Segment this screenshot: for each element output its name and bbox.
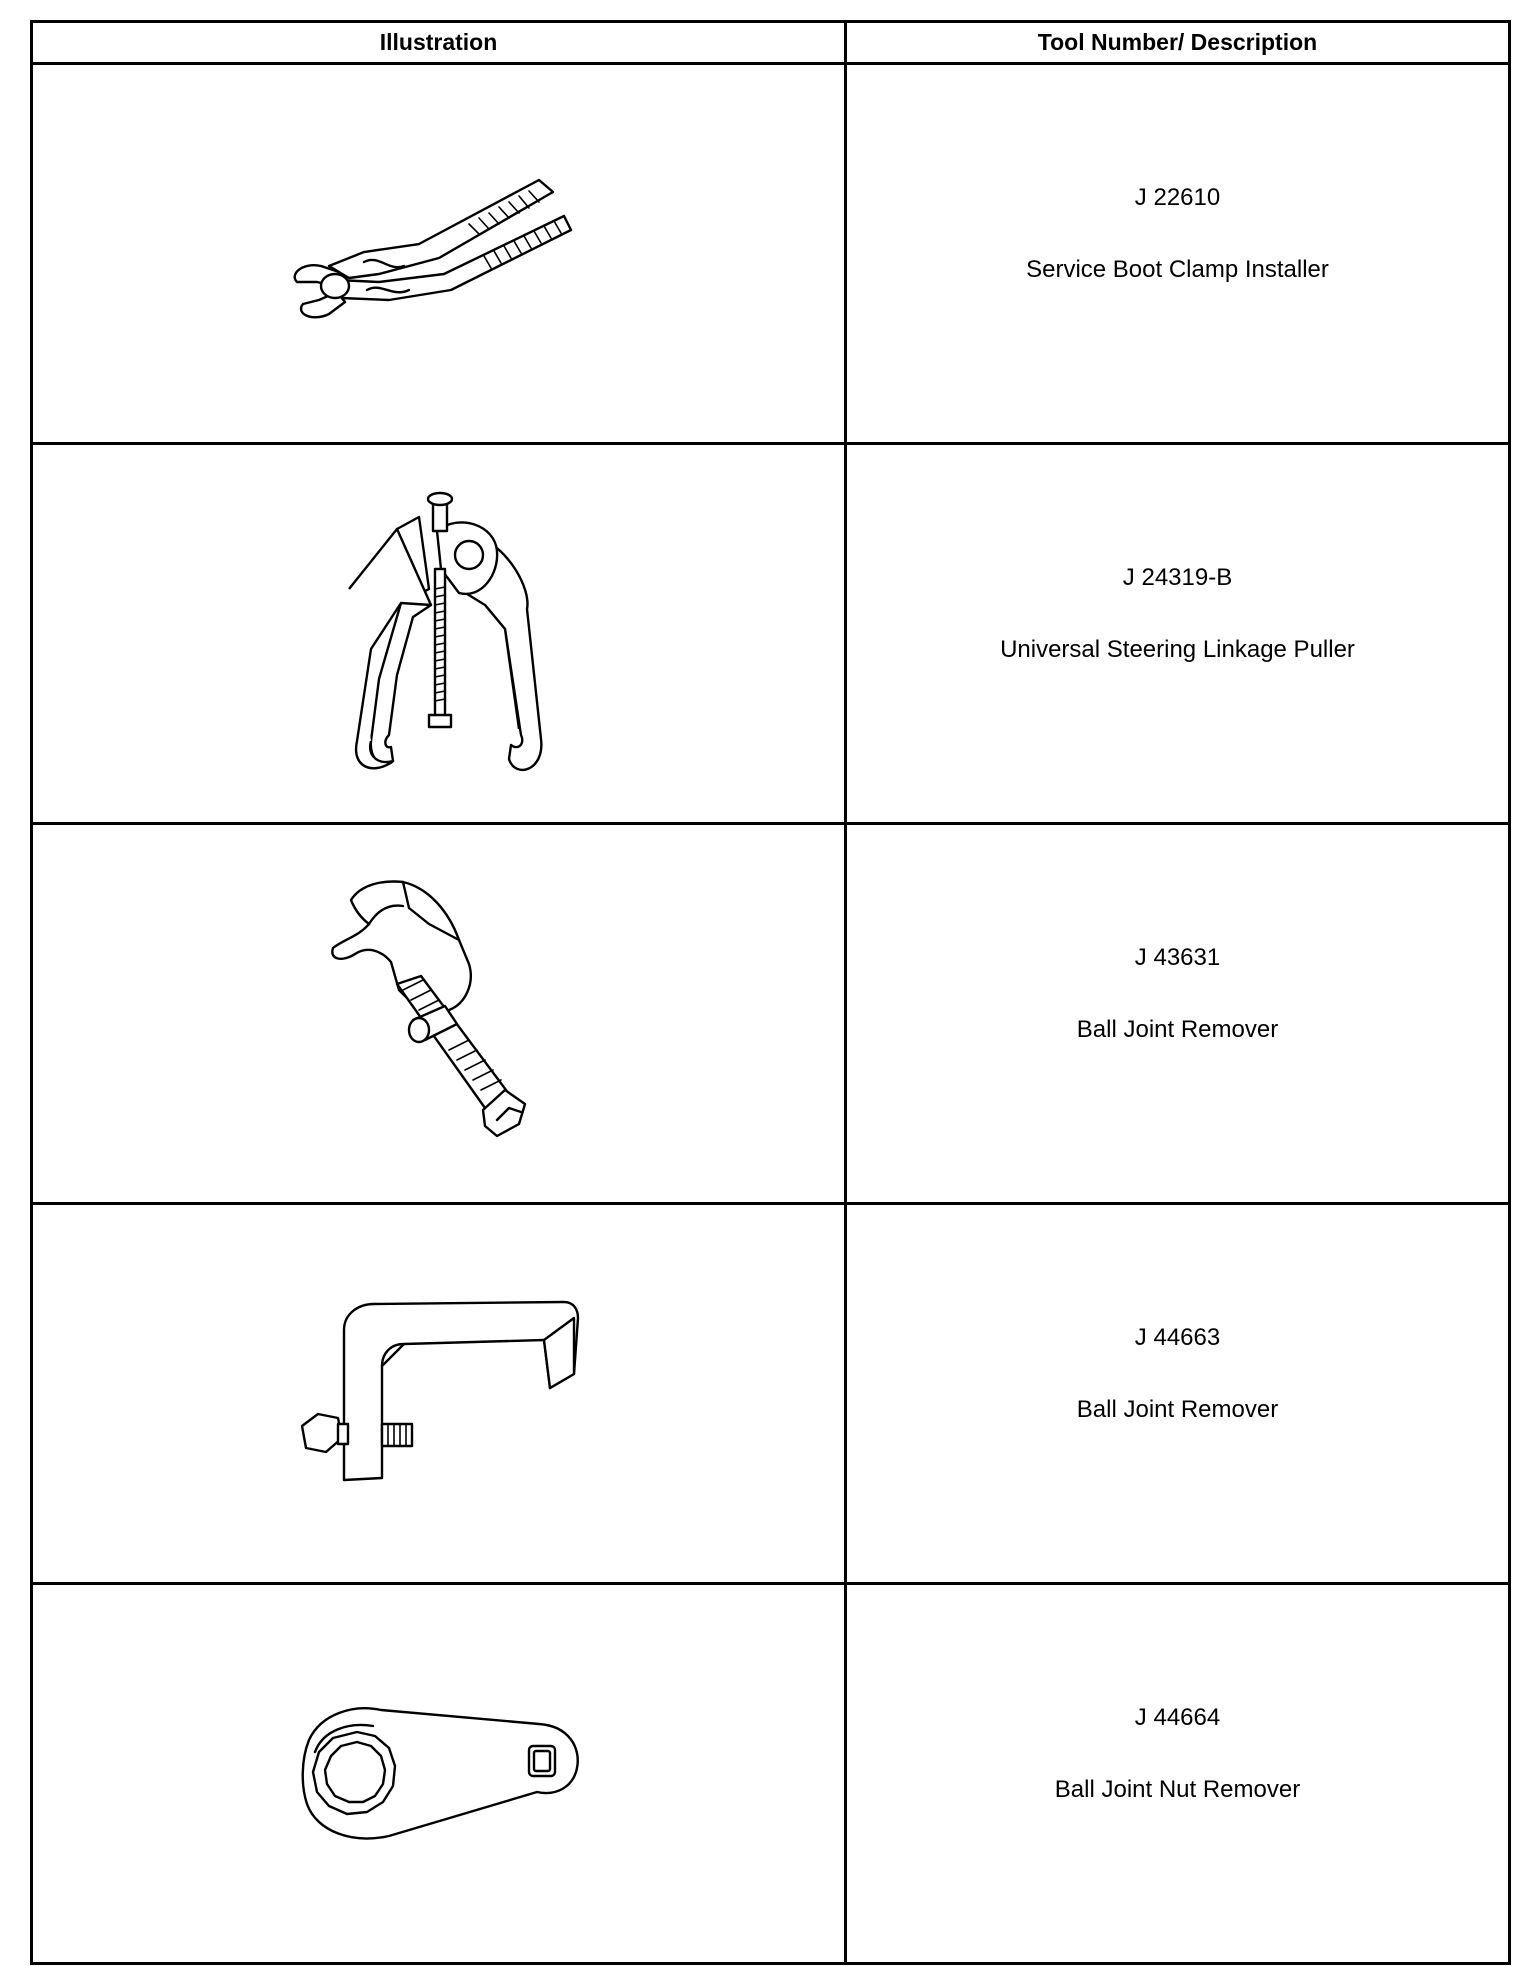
description-cell (846, 824, 1510, 1204)
illustration-cell (32, 1584, 846, 1964)
table-row (32, 64, 1510, 444)
ball-joint-c-clamp-remover-icon (274, 1274, 604, 1514)
description-cell (846, 1584, 1510, 1964)
tool-number: J 44664 (1134, 1703, 1221, 1731)
illustration-cell (32, 444, 846, 824)
illustration-cell (32, 1204, 846, 1584)
ball-joint-fork-remover-icon (299, 864, 579, 1164)
tool-number: J 44663 (1134, 1323, 1221, 1351)
tool-number: J 43631 (1134, 943, 1221, 971)
table-header-row (32, 22, 1510, 64)
tool-description: Ball Joint Nut Remover (1054, 1775, 1301, 1803)
tool-description: Universal Steering Linkage Puller (1000, 635, 1355, 663)
description-cell (846, 444, 1510, 824)
header-tool-description: Tool Number/ Description (846, 22, 1510, 64)
table-row (32, 824, 1510, 1204)
description-cell (846, 1204, 1510, 1584)
tool-description: Ball Joint Remover (1076, 1395, 1279, 1423)
tool-description: Ball Joint Remover (1076, 1015, 1279, 1043)
illustration-cell (32, 824, 846, 1204)
tool-number: J 22610 (1134, 183, 1221, 211)
illustration-cell (32, 64, 846, 444)
table-row (32, 1204, 1510, 1584)
ball-joint-nut-wrench-icon (269, 1684, 609, 1864)
description-cell (846, 64, 1510, 444)
tool-number: J 24319-B (1122, 563, 1233, 591)
boot-clamp-pliers-icon (269, 154, 609, 354)
tool-description: Service Boot Clamp Installer (1026, 255, 1329, 283)
header-illustration: Illustration (32, 22, 846, 64)
table-row (32, 1584, 1510, 1964)
steering-linkage-puller-icon (309, 479, 569, 789)
special-tools-table (30, 20, 1511, 1965)
table-row (32, 444, 1510, 824)
